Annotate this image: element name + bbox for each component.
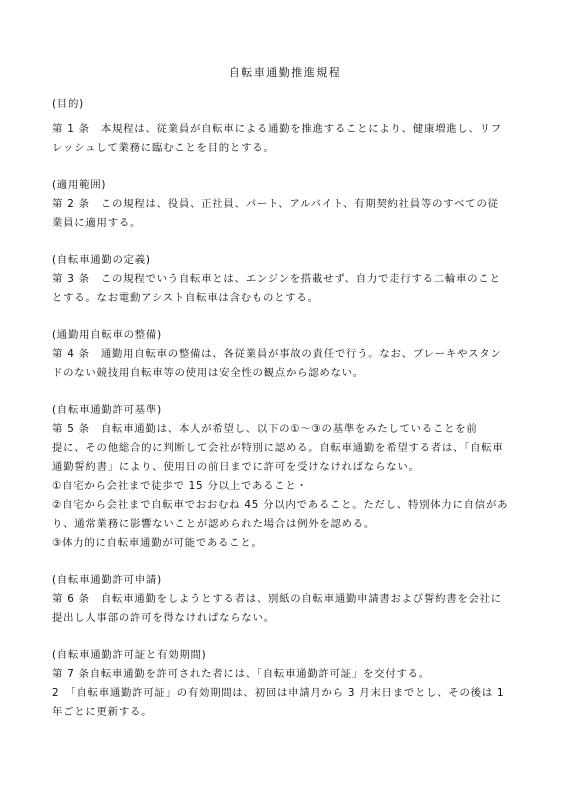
article-7-clause-2-line-2: 年ごとに更新する。 — [52, 706, 153, 718]
heading-application: (自転車通勤許可申請) — [52, 574, 162, 586]
criterion-2-line-2: り、通常業務に影響ないことが認められた場合は例外を認める。 — [52, 518, 376, 530]
article-6-line-2: 提出し人事部の許可を得なければならない。 — [52, 612, 275, 624]
article-2-line-1: 第 2 条 この規程は、役員、正社員、パート、アルバイト、有期契約社員等のすべての従 — [52, 198, 499, 210]
document-title: 自転車通勤推進規程 — [228, 66, 342, 79]
criterion-3: ③体力的に自転車通勤が可能であること。 — [52, 537, 263, 549]
article-3-line-1: 第 3 条 この規程でいう自転車とは、エンジンを搭載せず、自力で走行する二輪車のこと — [52, 273, 501, 285]
article-7-line-1: 第 7 条自転車通勤を許可された者には、「自転車通勤許可証」を交付する。 — [52, 668, 430, 680]
heading-permission-criteria: (自転車通勤許可基準) — [52, 404, 162, 416]
heading-scope: (適用範囲) — [52, 179, 107, 191]
article-3-line-2: とする。なお電動アシスト自転車は含むものとする。 — [52, 292, 319, 304]
article-7-clause-2-line-1: 2 「自転車通勤許可証」の有効期間は、初回は申請月から 3 月末日までとし、その後は 1 — [52, 687, 505, 699]
article-5-line-1: 第 5 条 自転車通勤は、本人が希望し、以下の①～③の基準をみたしていることを前 — [52, 423, 478, 435]
article-5-line-2: 提に、その他総合的に判断して会社が特別に認める。自転車通勤を希望する者は、「自転車 — [52, 442, 504, 454]
criterion-1: ①自宅から会社まで徒歩で 15 分以上であること・ — [52, 480, 308, 492]
heading-maintenance: (通勤用自転車の整備) — [52, 329, 162, 341]
article-4-line-1: 第 4 条 通勤用自転車の整備は、各従業員が事故の責任で行う。なお、ブレーキやスタン — [52, 348, 502, 360]
article-1-line-2: レッシュして業務に臨むことを目的とする。 — [52, 142, 275, 154]
criterion-2-line-1: ②自宅から会社まで自転車でおおむね 45 分以内であること。ただし、特別体力に自信があ — [52, 499, 509, 511]
heading-definition: (自転車通勤の定義) — [52, 254, 151, 266]
article-6-line-1: 第 6 条 自転車通勤をしようとする者は、別紙の自転車通勤申請書および誓約書を会社に — [52, 593, 502, 605]
article-4-line-2: ドのない競技用自転車等の使用は安全性の観点から認めない。 — [52, 367, 364, 379]
article-5-line-3: 通勤誓約書」により、使用日の前日までに許可を受けなければならない。 — [52, 461, 420, 473]
article-1-line-1: 第 1 条 本規程は、従業員が自転車による通勤を推進することにより、健康増進し、リフ — [52, 123, 502, 135]
heading-permit-validity: (自転車通勤許可証と有効期間) — [52, 649, 207, 661]
heading-purpose: (目的) — [52, 98, 84, 110]
article-2-line-2: 業員に適用する。 — [52, 217, 142, 229]
